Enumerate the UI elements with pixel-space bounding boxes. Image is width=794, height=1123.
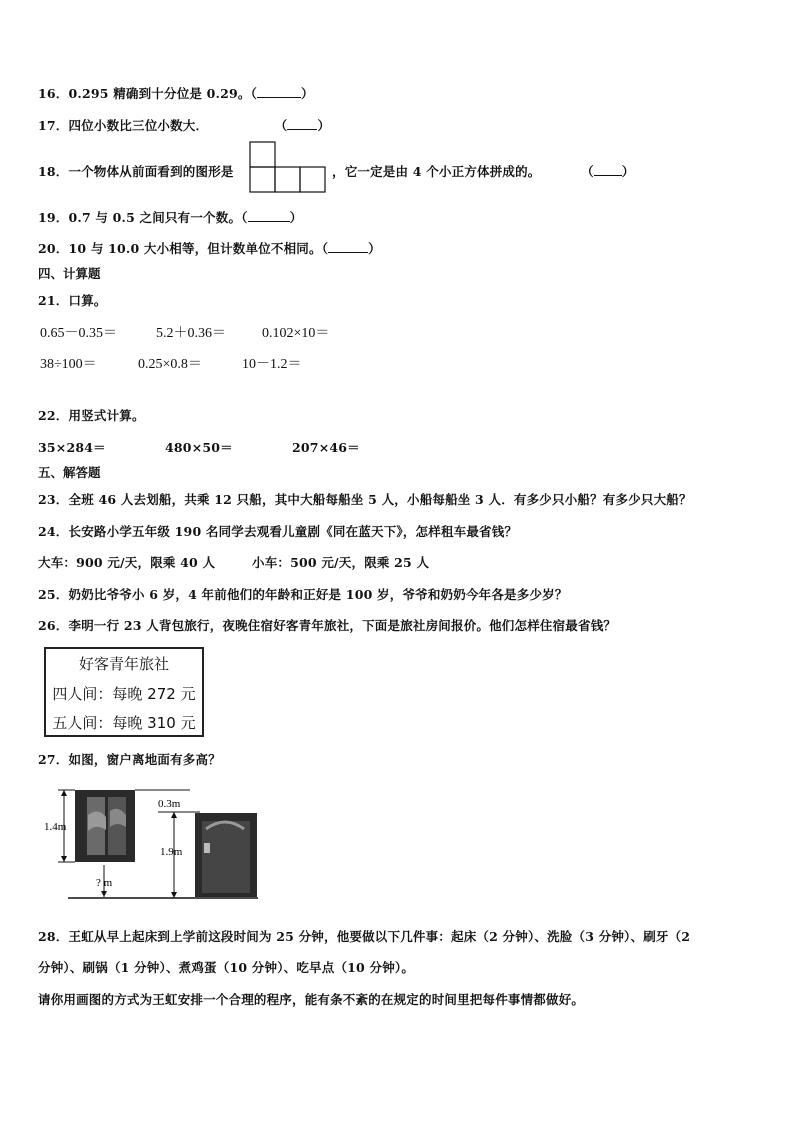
question-28-line1: 28．王虹从早上起床到上学前这段时间为 25 分钟，他要做以下几件事：起床（2 分钟）、洗脸（3 分钟）、刷牙（2 xyxy=(38,929,691,944)
section-heading-word-problems: 五、解答题 xyxy=(38,465,101,480)
question-16 xyxy=(38,84,314,102)
question-26: 26．李明一行 23 人背包旅行，夜晚住宿好客青年旅社，下面是旅社房间报价。他们怎样住宿最省钱？ xyxy=(38,618,617,633)
question-17-text: 17．四位小数比三位小数大． xyxy=(38,118,209,133)
question-25: 25．奶奶比爷爷小 6 岁，4 年前他们的年龄和正好是 100 岁，爷爷和奶奶今年各是多少岁？ xyxy=(38,587,568,602)
vertical-calc-item: 207×46＝ xyxy=(292,440,360,455)
window-height-figure xyxy=(40,785,280,907)
bracket-close: ） xyxy=(301,86,314,101)
bracket-close: ） xyxy=(621,164,635,179)
big-bus-price: 大车：900 元/天，限乘 40 人 xyxy=(38,555,216,570)
four-bed-price: 四人间：每晚 272 元 xyxy=(52,685,196,703)
question-28-line3: 请你用画图的方式为王虹安排一个合理的程序，能有条不紊的在规定的时间里把每件事情都做好。 xyxy=(38,992,585,1007)
answer-blank-16[interactable] xyxy=(257,85,301,98)
label-1-9m: 1.9m xyxy=(160,846,183,858)
question-21-title: 21．口算。 xyxy=(38,293,107,308)
question-20 xyxy=(38,239,381,257)
five-bed-price: 五人间：每晚 310 元 xyxy=(52,714,196,732)
label-1-4m: 1.4m xyxy=(44,821,67,833)
question-24: 24．长安路小学五年级 190 名同学去观看儿童剧《同在蓝天下》，怎样租车最省钱？ xyxy=(38,524,518,539)
question-23: 23．全班 46 人去划船，共乘 12 只船，其中大船每船坐 5 人，小船每船坐 3 人．有多少只小船？有多少只大船？ xyxy=(38,492,692,507)
section-heading-calculation: 四、计算题 xyxy=(38,266,101,281)
bracket-close: ） xyxy=(368,241,381,256)
front-view-figure xyxy=(249,141,329,195)
question-20-text: 20．10 与 10.0 大小相等，但计数单位不相同。（ xyxy=(38,241,329,256)
mental-math-item: 5.2＋0.36＝ xyxy=(156,326,226,341)
label-unknown-m: ? m xyxy=(96,877,113,889)
question-27: 27．如图，窗户离地面有多高？ xyxy=(38,752,221,767)
question-28-line2: 分钟）、刷锅（1 分钟）、煮鸡蛋（10 分钟）、吃早点（10 分钟）。 xyxy=(38,960,415,975)
mental-math-item: 10－1.2＝ xyxy=(242,357,302,372)
question-17 xyxy=(38,116,330,134)
label-0-3m: 0.3m xyxy=(158,798,181,810)
answer-blank-17[interactable] xyxy=(287,117,317,130)
bracket-close: ） xyxy=(317,118,331,133)
hostel-name: 好客青年旅社 xyxy=(78,655,169,673)
question-18 xyxy=(38,162,234,180)
vertical-calc-item: 480×50＝ xyxy=(165,440,233,455)
mental-math-item: 0.102×10＝ xyxy=(262,326,330,341)
question-18-rest xyxy=(332,162,634,180)
bracket-open: （ xyxy=(581,164,594,179)
bracket-close: ） xyxy=(289,210,303,225)
mental-math-item: 0.65－0.35＝ xyxy=(40,326,117,341)
question-22-title: 22．用竖式计算。 xyxy=(38,408,145,423)
mental-math-item: 0.25×0.8＝ xyxy=(138,357,202,372)
mental-math-item: 38÷100＝ xyxy=(40,357,97,372)
hostel-price-board xyxy=(44,647,204,737)
question-19-text: 19．0.7 与 0.5 之间只有一个数。（ xyxy=(38,210,248,225)
answer-blank-18[interactable] xyxy=(594,163,622,176)
answer-blank-19[interactable] xyxy=(248,209,290,222)
question-16-text: 16．0.295 精确到十分位是 0.29。（ xyxy=(38,86,258,101)
vertical-calc-item: 35×284＝ xyxy=(38,440,106,455)
answer-blank-20[interactable] xyxy=(328,240,368,253)
bracket-open: （ xyxy=(274,118,288,133)
question-19 xyxy=(38,208,302,226)
question-18-text-after: ，它一定是由 4 个小正方体拼成的。 xyxy=(332,164,541,179)
question-18-text-before: 18．一个物体从前面看到的图形是 xyxy=(38,164,234,179)
small-bus-price: 小车：500 元/天，限乘 25 人 xyxy=(252,555,430,570)
